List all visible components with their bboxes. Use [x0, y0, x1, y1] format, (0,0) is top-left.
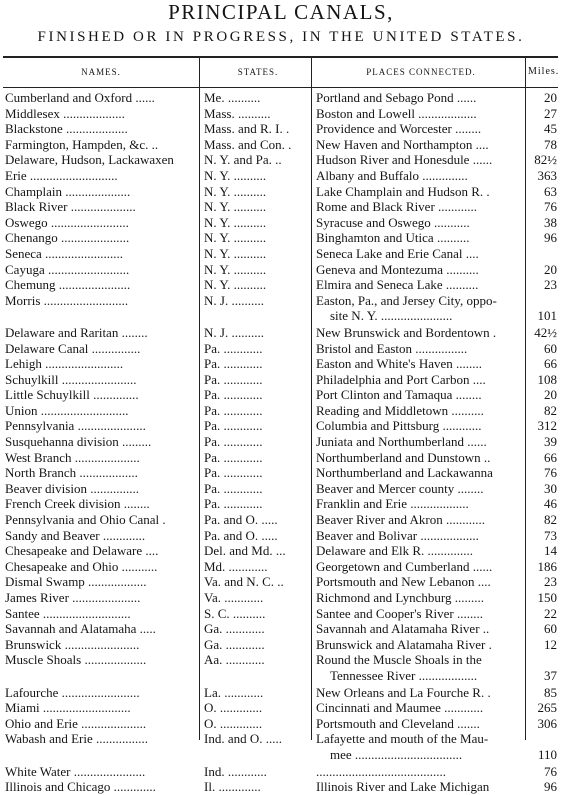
canal-miles: 363 [537, 167, 557, 183]
canal-name: Blackstone ................... [5, 121, 128, 137]
canal-miles: 76 [544, 199, 557, 215]
places-connected [316, 652, 526, 683]
canal-miles: 150 [537, 590, 557, 605]
table-row [0, 465, 562, 481]
canal-name: Delaware and Raritan ........ [5, 324, 148, 340]
canal-state: Me. .......... [204, 90, 261, 105]
canal-state: Aa. ............ [204, 652, 265, 668]
canal-miles: 66 [544, 449, 557, 465]
canal-name: Little Schuylkill .............. [5, 387, 139, 403]
places-connected [316, 481, 526, 497]
places-connected-line: Savannah and Alatamaha River .. [316, 621, 490, 637]
places-connected-line: Northumberland and Lackawanna [316, 465, 493, 481]
table-row [0, 512, 562, 528]
places-connected [316, 512, 526, 528]
canal-miles: 37 [544, 667, 557, 683]
table-row [0, 496, 562, 512]
canal-miles: 27 [544, 105, 557, 121]
places-connected-continuation: Tennessee River .................. [330, 667, 478, 683]
places-connected [316, 731, 526, 762]
places-connected-line: Albany and Buffalo .............. [316, 167, 468, 183]
places-connected [316, 277, 526, 293]
places-connected-line: New Brunswick and Bordentown . [316, 324, 497, 340]
header-states: STATES. [237, 67, 279, 77]
canal-state: Pa. and O. ..... [204, 512, 278, 528]
places-connected-line: Beaver River and Akron ............ [316, 512, 485, 528]
table-row [0, 481, 562, 497]
table-row [0, 372, 562, 388]
canal-state: Del. and Md. ... [204, 543, 286, 559]
places-connected-line: Seneca Lake and Erie Canal .... [316, 245, 479, 261]
canal-state: N. Y. .......... [204, 277, 267, 293]
canal-name: Pennsylvania ..................... [5, 418, 146, 434]
places-connected [316, 716, 526, 732]
places-connected-line: Delaware and Elk R. .............. [316, 543, 474, 559]
places-connected [316, 230, 526, 246]
canal-state: Pa. ............ [204, 465, 263, 481]
canal-miles: 63 [544, 183, 557, 199]
canal-miles: 38 [544, 214, 557, 230]
canal-miles: 42½ [534, 324, 557, 340]
places-connected [316, 199, 526, 215]
canal-miles: 12 [544, 636, 557, 652]
places-connected-line: Cincinnati and Maumee ............ [316, 700, 484, 716]
canal-state: Pa. ............ [204, 356, 263, 372]
canal-name: White Water ...................... [5, 763, 146, 779]
canal-state: Pa. ............ [204, 480, 263, 496]
header-places: PLACES CONNECTED. [366, 67, 476, 77]
places-connected [316, 621, 526, 637]
places-connected [316, 700, 526, 716]
canal-name: Muscle Shoals ................... [5, 652, 147, 668]
canal-state: N. J. .......... [204, 324, 264, 340]
places-connected [316, 637, 526, 653]
page-title: PRINCIPAL CANALS, [168, 0, 394, 24]
canal-miles: 312 [537, 418, 557, 434]
header-bottom-rule [3, 87, 558, 88]
canal-miles: 108 [537, 371, 557, 387]
places-connected [316, 543, 526, 559]
canal-miles: 23 [544, 574, 557, 590]
places-connected-line: Providence and Worcester ........ [316, 121, 482, 137]
canal-name: Schuylkill ....................... [5, 371, 137, 387]
canal-miles: 46 [544, 496, 557, 512]
places-connected-line: Brunswick and Alatamaha River . [316, 636, 492, 652]
canal-name: Susquehanna division ......... [5, 434, 152, 450]
canal-miles: 82 [544, 512, 557, 528]
canal-miles: 96 [544, 230, 557, 246]
canal-state: Pa. ............ [204, 449, 263, 465]
canal-name: Delaware, Hudson, Lackawaxen [5, 152, 174, 168]
places-connected [316, 325, 526, 341]
canal-miles: 110 [537, 746, 557, 762]
places-connected-line: Geneva and Montezuma .......... [316, 261, 479, 277]
canal-state: Va. ............ [204, 590, 264, 605]
canal-miles: 85 [544, 684, 557, 700]
canal-name: Cayuga ......................... [5, 261, 130, 277]
places-connected-line: Santee and Cooper's River ........ [316, 605, 483, 621]
canal-miles: 20 [544, 261, 557, 277]
canal-state: Ga. ............ [204, 636, 265, 652]
places-connected [316, 372, 526, 388]
table-row [0, 450, 562, 466]
places-connected-line: Lake Champlain and Hudson R. . [316, 183, 490, 199]
canal-miles: 186 [537, 558, 557, 574]
table-row [0, 325, 562, 341]
canal-name: Delaware Canal ............... [5, 340, 141, 356]
canal-name: Chesapeake and Ohio ........... [5, 558, 158, 574]
places-connected-line: Hudson River and Honesdule ...... [316, 152, 493, 168]
places-connected-line: Portsmouth and Cleveland ....... [316, 715, 480, 731]
places-connected [316, 90, 526, 106]
canal-name: Farmington, Hampden, &c. .. [5, 136, 159, 152]
places-connected-continuation: mee ................................. [330, 746, 463, 762]
places-connected [316, 121, 526, 137]
table-row [0, 387, 562, 403]
table-row [0, 716, 562, 732]
places-connected-line: Portsmouth and New Lebanon .... [316, 574, 491, 590]
places-connected-line: Beaver and Mercer county ........ [316, 480, 484, 496]
canal-miles: 82½ [534, 152, 557, 168]
canal-miles: 60 [544, 621, 557, 637]
table-row [0, 652, 562, 683]
canal-state: Mass. and R. I. . [204, 121, 290, 137]
canal-state: Pa. ............ [204, 371, 263, 387]
canal-state: Ind. and O. ..... [204, 731, 282, 747]
canal-name: West Branch .................... [5, 449, 140, 465]
canal-state: N. Y. .......... [204, 261, 267, 277]
canal-state: O. ............. [204, 700, 263, 716]
canal-miles: 76 [544, 763, 557, 779]
canal-state: N. Y. .......... [204, 214, 267, 230]
places-connected [316, 293, 526, 324]
canal-name: Wabash and Erie ................ [5, 731, 148, 747]
canal-miles: 60 [544, 340, 557, 356]
canal-miles: 20 [544, 90, 557, 105]
places-connected-line: Binghamton and Utica .......... [316, 230, 470, 246]
table-row [0, 418, 562, 434]
canal-name: Chenango ..................... [5, 230, 130, 246]
canal-miles: 73 [544, 527, 557, 543]
canal-state: N. Y. .......... [204, 199, 267, 215]
places-connected [316, 559, 526, 575]
canal-state: Pa. ............ [204, 418, 263, 434]
canal-miles: 76 [544, 465, 557, 481]
canal-miles: 306 [537, 715, 557, 731]
table-row [0, 574, 562, 590]
places-connected-line: Franklin and Erie .................. [316, 496, 469, 512]
table-row [0, 277, 562, 293]
places-connected-line: Reading and Middletown .......... [316, 402, 484, 418]
header-names: NAMES. [81, 67, 121, 77]
places-connected-line: Easton, Pa., and Jersey City, oppo- [316, 292, 497, 308]
table-row [0, 700, 562, 716]
canal-state: Pa. ............ [204, 387, 263, 403]
table-row [0, 106, 562, 122]
table-row [0, 168, 562, 184]
canal-miles: 66 [544, 356, 557, 372]
table-row [0, 559, 562, 575]
places-connected-line: New Haven and Northampton .... [316, 136, 489, 152]
canal-state: Ind. ............ [204, 763, 267, 779]
places-connected [316, 215, 526, 231]
places-connected-line: Syracuse and Oswego ........... [316, 214, 470, 230]
canal-name: Cumberland and Oxford ...... [5, 90, 155, 105]
table-row [0, 341, 562, 357]
canal-name: Erie ........................... [5, 167, 118, 183]
places-connected [316, 574, 526, 590]
table-row [0, 779, 562, 795]
canal-name: Beaver division ............... [5, 480, 139, 496]
canal-name: Dismal Swamp .................. [5, 574, 147, 590]
table-row [0, 262, 562, 278]
canal-state: N. J. .......... [204, 292, 264, 308]
canal-name: Illinois and Chicago ............. [5, 779, 156, 795]
places-connected [316, 450, 526, 466]
places-connected [316, 152, 526, 168]
places-connected-continuation: site N. Y. ...................... [330, 308, 453, 324]
places-connected-line: Portland and Sebago Pond ...... [316, 90, 477, 105]
canal-state: N. Y. .......... [204, 183, 267, 199]
places-connected-line: Juniata and Northumberland ...... [316, 434, 487, 450]
places-connected-line: Lafayette and mouth of the Mau- [316, 731, 489, 747]
canal-state: N. Y. .......... [204, 230, 267, 246]
places-connected-line: Port Clinton and Tamaqua ........ [316, 387, 482, 403]
header-top-rule [3, 56, 558, 58]
canal-name: James River ..................... [5, 590, 141, 605]
places-connected [316, 528, 526, 544]
canal-name: French Creek division ........ [5, 496, 150, 512]
table-row [0, 637, 562, 653]
places-connected [316, 590, 526, 606]
table-row [0, 685, 562, 701]
places-connected-line: Columbia and Pittsburg ............ [316, 418, 482, 434]
table-row [0, 121, 562, 137]
canal-name: Black River .................... [5, 199, 136, 215]
canal-miles: 30 [544, 480, 557, 496]
canal-miles: 101 [537, 308, 557, 324]
table-row [0, 293, 562, 324]
canal-state: S. C. .......... [204, 605, 266, 621]
table-row [0, 199, 562, 215]
places-connected [316, 262, 526, 278]
places-connected [316, 764, 526, 780]
places-connected-line: Round the Muscle Shoals in the [316, 652, 482, 668]
table-row [0, 528, 562, 544]
page-subtitle: FINISHED OR IN PROGRESS, IN THE UNITED STATES. [37, 29, 525, 45]
places-connected-line: Beaver and Bolivar .................. [316, 527, 479, 543]
table-row [0, 356, 562, 372]
canal-name: Lafourche ........................ [5, 684, 140, 700]
canal-name: Ohio and Erie .................... [5, 715, 147, 731]
table-row [0, 403, 562, 419]
canal-state: O. ............. [204, 715, 263, 731]
table-row [0, 184, 562, 200]
places-connected-line: Rome and Black River ............ [316, 199, 478, 215]
places-connected-line: Easton and White's Haven ........ [316, 356, 483, 372]
table-row [0, 543, 562, 559]
canal-miles: 265 [537, 700, 557, 716]
canal-name: North Branch .................. [5, 465, 138, 481]
places-connected [316, 168, 526, 184]
places-connected [316, 496, 526, 512]
canal-state: N. Y. .......... [204, 245, 267, 261]
canal-state: Pa. ............ [204, 434, 263, 450]
canal-miles: 20 [544, 387, 557, 403]
canal-name: Middlesex ................... [5, 105, 125, 121]
canal-miles: 22 [544, 605, 557, 621]
canal-state: Pa. ............ [204, 496, 263, 512]
canal-name: Chemung ...................... [5, 277, 131, 293]
table-row [0, 215, 562, 231]
canal-name: Chesapeake and Delaware .... [5, 543, 159, 559]
canal-rows [0, 90, 562, 795]
canal-name: Sandy and Beaver ............. [5, 527, 146, 543]
places-connected [316, 434, 526, 450]
places-connected [316, 137, 526, 153]
table-row [0, 606, 562, 622]
places-connected-line: New Orleans and La Fourche R. . [316, 684, 491, 700]
table-row [0, 764, 562, 780]
header-miles: Miles. [528, 66, 560, 77]
canal-name: Pennsylvania and Ohio Canal . [5, 512, 166, 528]
canal-miles: 96 [544, 779, 557, 795]
places-connected [316, 465, 526, 481]
canal-miles: 23 [544, 277, 557, 293]
places-connected [316, 779, 526, 795]
places-connected [316, 606, 526, 622]
places-connected-line: Philadelphia and Port Carbon .... [316, 371, 486, 387]
canal-miles: 14 [544, 543, 557, 559]
table-row [0, 137, 562, 153]
table-row [0, 90, 562, 106]
table-row [0, 152, 562, 168]
places-connected [316, 356, 526, 372]
places-connected [316, 418, 526, 434]
canal-name: Brunswick ....................... [5, 636, 140, 652]
canal-state: Md. ............ [204, 558, 268, 574]
canal-name: Union ........................... [5, 402, 129, 418]
canal-name: Miami ........................... [5, 700, 131, 716]
canal-state: Mass. and Con. . [204, 136, 292, 152]
table-row [0, 590, 562, 606]
canal-miles: 78 [544, 136, 557, 152]
canal-miles: 45 [544, 121, 557, 137]
canal-state: Ga. ............ [204, 621, 265, 637]
canal-state: La. ............ [204, 684, 264, 700]
canal-name: Oswego ........................ [5, 214, 129, 230]
places-connected [316, 341, 526, 357]
places-connected-line: Illinois River and Lake Michigan [316, 779, 490, 795]
canal-state: Pa. ............ [204, 402, 263, 418]
canal-name: Lehigh ........................ [5, 356, 124, 372]
places-connected [316, 246, 526, 262]
canal-state: N. Y. .......... [204, 167, 267, 183]
places-connected-line: ........................................ [316, 763, 446, 779]
places-connected [316, 685, 526, 701]
canal-state: Il. ............. [204, 779, 261, 795]
canal-name: Seneca ........................ [5, 245, 124, 261]
canal-name: Champlain .................... [5, 183, 131, 199]
canal-state: Va. and N. C. .. [204, 574, 284, 590]
places-connected [316, 184, 526, 200]
places-connected [316, 106, 526, 122]
places-connected [316, 403, 526, 419]
places-connected-line: Georgetown and Cumberland ...... [316, 558, 493, 574]
canal-name: Santee ........................... [5, 605, 131, 621]
places-connected-line: Northumberland and Dunstown .. [316, 449, 491, 465]
places-connected-line: Boston and Lowell .................. [316, 105, 477, 121]
canal-name: Morris .......................... [5, 292, 129, 308]
canal-state: Pa. and O. ..... [204, 527, 278, 543]
canal-name: Savannah and Alatamaha ..... [5, 621, 156, 637]
places-connected [316, 387, 526, 403]
table-row [0, 621, 562, 637]
table-row [0, 246, 562, 262]
places-connected-line: Bristol and Easton ................ [316, 340, 468, 356]
canal-state: Mass. .......... [204, 105, 271, 121]
table-row [0, 731, 562, 762]
canal-state: N. Y. and Pa. .. [204, 152, 282, 168]
canal-state: Pa. ............ [204, 340, 263, 356]
canal-miles: 82 [544, 402, 557, 418]
table-row [0, 230, 562, 246]
places-connected-line: Elmira and Seneca Lake .......... [316, 277, 479, 293]
canal-miles: 39 [544, 434, 557, 450]
places-connected-line: Richmond and Lynchburg ......... [316, 590, 485, 605]
table-row [0, 434, 562, 450]
